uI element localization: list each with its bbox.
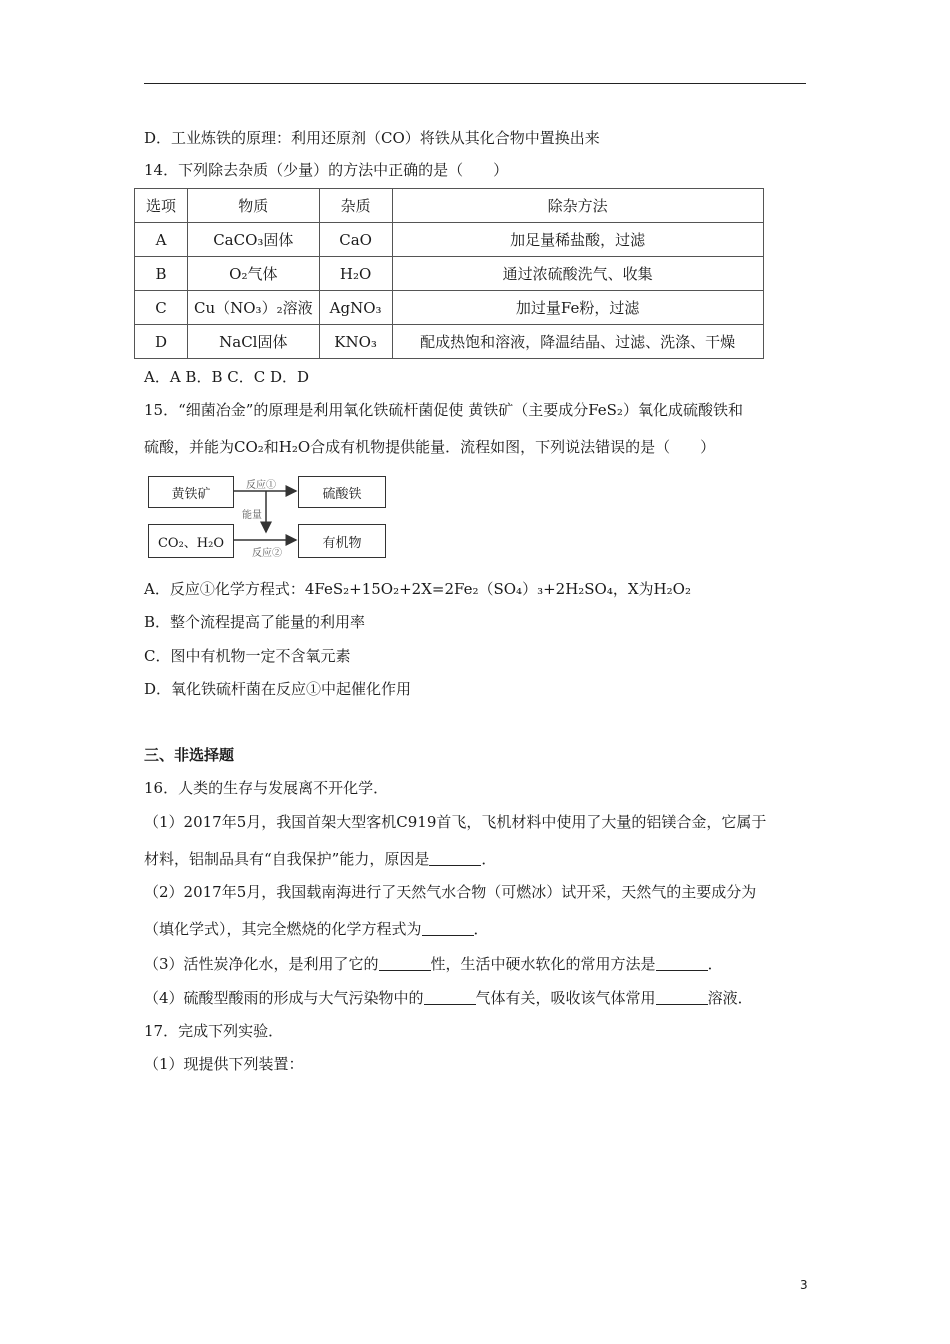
flow-label-reaction2: 反应②	[252, 548, 282, 559]
table-row	[135, 325, 764, 359]
flow-box-ferric-sulfate: 硫酸铁	[298, 476, 386, 508]
table-cell: Cu（NO₃）₂溶液	[188, 291, 320, 325]
table-cell: AgNO₃	[319, 291, 392, 325]
header-rule	[144, 83, 806, 84]
q14-table	[134, 188, 764, 359]
table-row	[135, 257, 764, 291]
table-header-row	[135, 189, 764, 223]
q16-part2-text: （填化学式），其完全燃烧的化学方程式为	[144, 920, 422, 938]
table-cell: C	[135, 291, 188, 325]
table-cell: O₂气体	[188, 257, 320, 291]
q16-part4-text: （4）硫酸型酸雨的形成与大气污染物中的	[144, 989, 424, 1007]
header-cell: 物质	[188, 189, 320, 223]
header-cell: 除杂方法	[392, 189, 763, 223]
q16-part4-end: 溶液．	[707, 989, 753, 1007]
answer-blank	[656, 990, 708, 1005]
q16-part3-mid: 性，生活中硬水软化的常用方法是	[430, 955, 656, 973]
q16-part1-end: ．	[481, 850, 497, 868]
answer-blank	[424, 990, 476, 1005]
q15-stem-line2: 硫酸，并能为CO₂和H₂O合成有机物提供能量．流程如图，下列说法错误的是（ ）	[144, 438, 716, 456]
answer-blank	[422, 921, 474, 936]
q16-part2-line1: （2）2017年5月，我国载南海进行了天然气水合物（可燃冰）试开采，天然气的主要成分为	[144, 883, 757, 901]
table-cell: KNO₃	[319, 325, 392, 359]
q17-stem: 17．完成下列实验．	[144, 1022, 284, 1040]
q15-option-c: C．图中有机物一定不含氧元素	[144, 647, 351, 665]
table-cell: CaCO₃固体	[188, 223, 320, 257]
q16-part3-text: （3）活性炭净化水，是利用了它的	[144, 955, 379, 973]
table-cell: B	[135, 257, 188, 291]
table-cell: 通过浓硫酸洗气、收集	[392, 257, 763, 291]
q15-option-b: B．整个流程提高了能量的利用率	[144, 613, 366, 631]
q13-option-d: D．工业炼铁的原理：利用还原剂（CO）将铁从其化合物中置换出来	[144, 129, 600, 147]
table-cell: CaO	[319, 223, 392, 257]
table-cell: 加足量稀盐酸，过滤	[392, 223, 763, 257]
flow-label-energy: 能量	[242, 510, 262, 521]
q16-part3	[144, 954, 723, 974]
answer-blank	[656, 956, 708, 971]
q17-part1: （1）现提供下列装置：	[144, 1055, 304, 1073]
section-title: 三、非选择题	[144, 746, 235, 764]
q16-part3-end: ．	[707, 955, 723, 973]
flow-label-reaction1: 反应①	[246, 480, 276, 491]
flow-box-organic: 有机物	[298, 524, 386, 558]
header-cell: 选项	[135, 189, 188, 223]
q16-part2-end: ．	[473, 920, 489, 938]
q14-options: A．A B．B C．C D．D	[144, 368, 310, 386]
q16-part1-text: 材料，铝制品具有“自我保护”能力，原因是	[144, 850, 430, 868]
q16-part1-line1: （1）2017年5月，我国首架大型客机C919首飞，飞机材料中使用了大量的铝镁合金，它属于	[144, 813, 767, 831]
header-cell: 杂质	[319, 189, 392, 223]
q16-part2-line2	[144, 919, 489, 939]
q15-flow-diagram	[146, 472, 390, 564]
q16-stem: 16．人类的生存与发展离不开化学．	[144, 779, 389, 797]
table-cell: 加过量Fe粉，过滤	[392, 291, 763, 325]
q16-part4	[144, 988, 753, 1008]
q15-option-a: A．反应①化学方程式：4FeS₂+15O₂+2X=2Fe₂（SO₄）₃+2H₂SO₄，X为H₂O₂	[144, 580, 691, 598]
page-number: 3	[800, 1278, 808, 1292]
answer-blank	[379, 956, 431, 971]
q16-part4-mid: 气体有关，吸收该气体常用	[475, 989, 656, 1007]
answer-blank	[429, 851, 481, 866]
q15-option-d: D．氧化铁硫杆菌在反应①中起催化作用	[144, 680, 412, 698]
flow-box-pyrite: 黄铁矿	[148, 476, 234, 508]
table-cell: 配成热饱和溶液，降温结晶、过滤、洗涤、干燥	[392, 325, 763, 359]
flow-box-co2-h2o: CO₂、H₂O	[148, 524, 234, 558]
table-row	[135, 291, 764, 325]
table-cell: NaCl固体	[188, 325, 320, 359]
q16-part1-line2	[144, 849, 496, 869]
table-cell: H₂O	[319, 257, 392, 291]
table-row	[135, 223, 764, 257]
table-cell: A	[135, 223, 188, 257]
q14-stem: 14．下列除去杂质（少量）的方法中正确的是（ ）	[144, 161, 509, 179]
q15-stem-line1: 15．“细菌冶金”的原理是利用氧化铁硫杆菌促使 黄铁矿（主要成分FeS₂）氧化成硫酸铁和	[144, 401, 743, 419]
table-cell: D	[135, 325, 188, 359]
